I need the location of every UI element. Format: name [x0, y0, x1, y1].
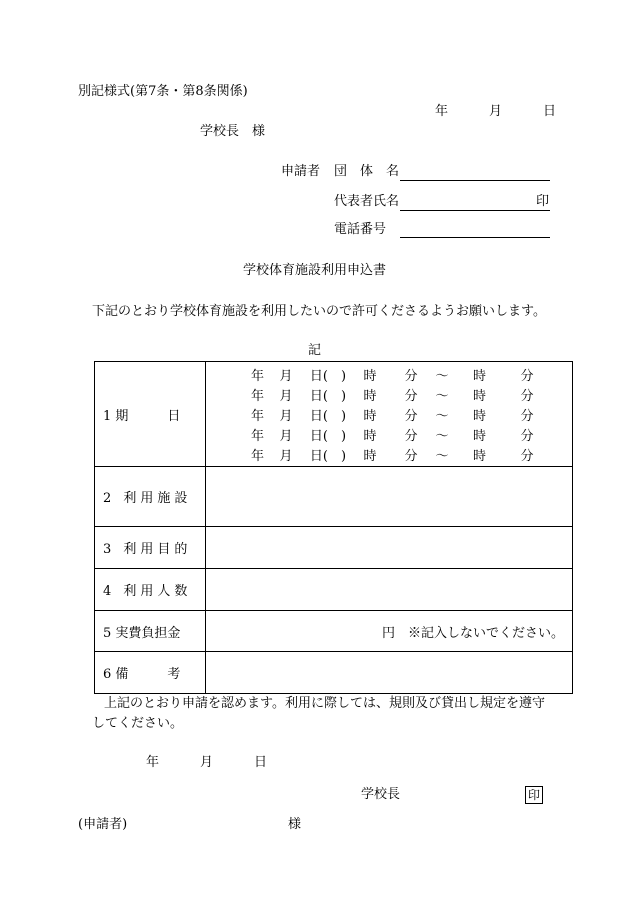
header-year: 年 — [435, 104, 449, 119]
representative-label: 代表者氏名 — [334, 194, 400, 209]
purpose-label: 3 利用目的 — [95, 527, 206, 569]
period-label: 1 期 日 — [95, 362, 206, 467]
attendees-label: 4 利用人数 — [95, 569, 206, 611]
date-row: 年 月 日( ) 時 分 ～ 時 分 — [250, 428, 534, 444]
group-name-line — [400, 180, 550, 181]
approval-month: 月 — [200, 755, 214, 770]
representative-line — [400, 210, 550, 211]
ki-label: 記 — [308, 343, 322, 358]
approval-text-line1: 上記のとおり申請を認めます。利用に際しては、規則及び貸出し規定を遵守 — [104, 696, 545, 711]
fee-field[interactable]: 円 ※記入しないでください。 — [206, 611, 573, 652]
approval-text-line2: してください。 — [92, 716, 184, 731]
phone-label: 電話番号 — [334, 222, 387, 237]
date-row: 年 月 日( ) 時 分 ～ 時 分 — [250, 448, 534, 464]
addressee: 学校長 様 — [200, 124, 266, 139]
approval-year: 年 — [146, 755, 160, 770]
header-day: 日 — [543, 104, 557, 119]
group-name-label: 団 体 名 — [334, 164, 400, 179]
header-month: 月 — [489, 104, 503, 119]
facility-label: 2 利用施設 — [95, 467, 206, 527]
form-label: 別記様式(第7条・第8条関係) — [78, 84, 248, 99]
date-row: 年 月 日( ) 時 分 ～ 時 分 — [250, 368, 534, 384]
remarks-label: 6 備 考 — [95, 652, 206, 694]
purpose-field[interactable] — [206, 527, 573, 569]
to-applicant: (申請者) — [78, 817, 128, 832]
period-dates[interactable] — [206, 362, 573, 467]
intro-text: 下記のとおり学校体育施設を利用したいので許可くださるようお願いします。 — [92, 304, 546, 319]
application-table — [94, 361, 573, 694]
facility-field[interactable] — [206, 467, 573, 527]
principal-label: 学校長 — [361, 787, 401, 802]
sama-label: 様 — [288, 817, 302, 832]
document-title: 学校体育施設利用申込書 — [243, 263, 387, 278]
applicant-prefix: 申請者 — [281, 164, 321, 179]
date-row: 年 月 日( ) 時 分 ～ 時 分 — [250, 388, 534, 404]
principal-seal-box: 印 — [525, 786, 543, 804]
date-row: 年 月 日( ) 時 分 ～ 時 分 — [250, 408, 534, 424]
phone-line — [400, 237, 550, 238]
attendees-field[interactable] — [206, 569, 573, 611]
approval-day: 日 — [254, 755, 268, 770]
remarks-field[interactable] — [206, 652, 573, 694]
fee-label: 5 実費負担金 — [95, 611, 206, 652]
seal-mark: 印 — [536, 194, 550, 209]
